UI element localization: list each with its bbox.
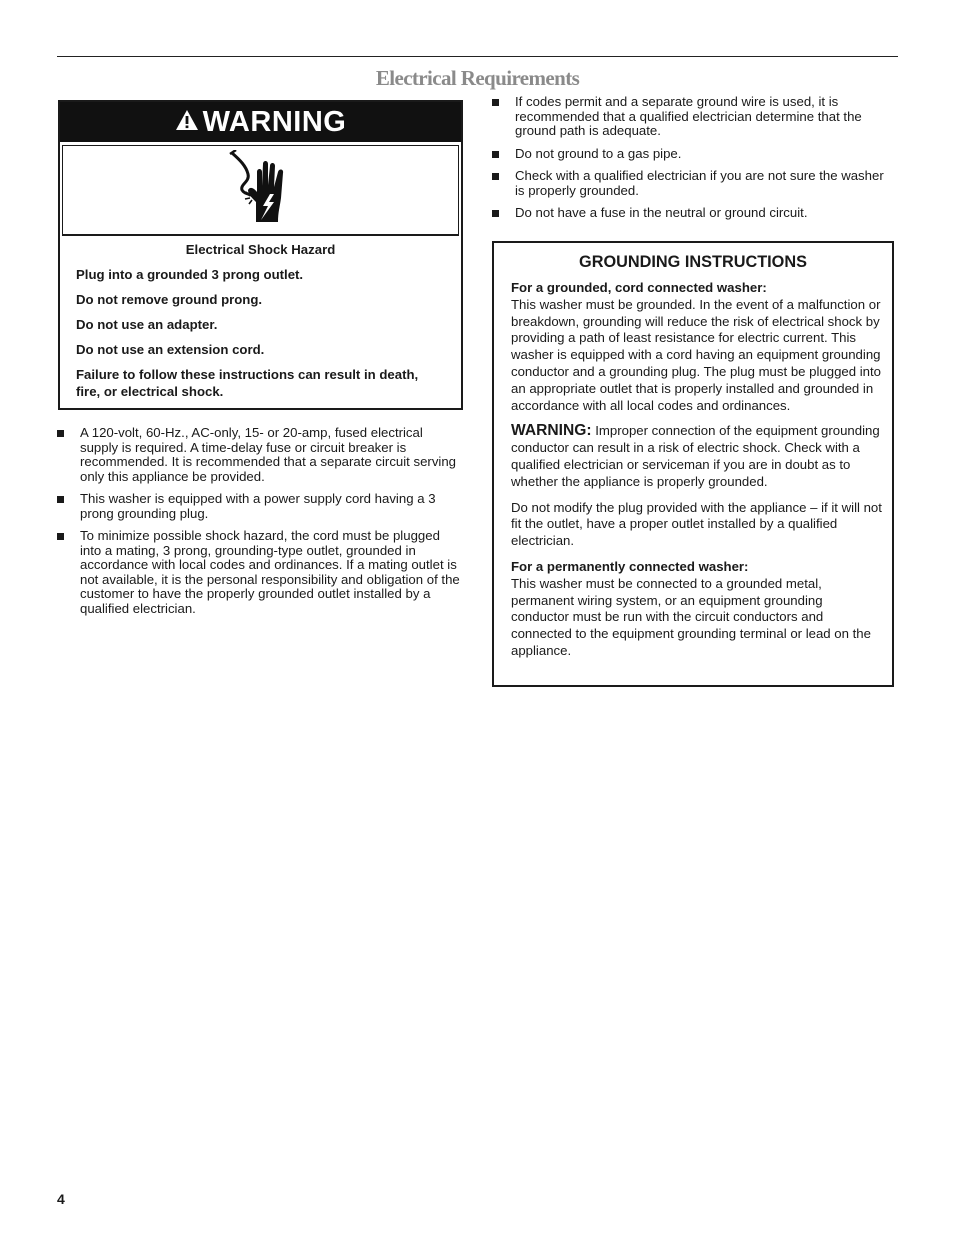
warning-text: Improper connection of the equipment grounding conductor can result in a risk of electric shock. Check with a qualified electrician or serviceman if you are in doubt as to whether the appliance is properly grounded. xyxy=(511,423,880,489)
warning-triangle-icon xyxy=(175,109,199,136)
warning-icon-panel xyxy=(62,145,459,236)
electric-shock-hand-icon xyxy=(226,150,296,231)
square-bullet-icon xyxy=(492,151,499,158)
cord-connected-heading: For a grounded, cord connected washer: xyxy=(511,280,767,295)
warning-label: WARNING: xyxy=(511,422,592,440)
cord-connected-text: This washer must be grounded. In the event of a malfunction or breakdown, grounding will reduce the risk of electrical shock by providing a path of least resistance for electric current. This washer is equipped with a cord having an equipment grounding conductor and a grounding plug. The plug must be plugged into an appropriate outlet that is properly installed and grounded in accordance with all local codes and ordinances. xyxy=(511,296,882,413)
list-item-text: Do not have a fuse in the neutral or ground circuit. xyxy=(515,205,808,220)
left-bullet-list xyxy=(57,426,462,624)
grounding-instructions-box xyxy=(492,241,894,687)
permanent-connection-text: This washer must be connected to a grounded metal, permanent wiring system, or an equipment grounding conductor must be run with the circuit conductors and connected to the equipment grounding terminal or lead on the appliance. xyxy=(511,575,871,658)
square-bullet-icon xyxy=(492,99,499,106)
list-item-text: Check with a qualified electrician if you are not sure the washer is properly grounded. xyxy=(515,168,884,198)
list-item-text: Do not ground to a gas pipe. xyxy=(515,145,682,161)
list-item xyxy=(57,492,462,521)
list-item-text: A 120-volt, 60-Hz., AC-only, 15- or 20-amp, fused electrical supply is required. A time-delay fuse or circuit breaker is recommended. It is recommended that a separate circuit serving only this appliance be provided. xyxy=(80,425,457,484)
warning-header xyxy=(60,102,461,142)
warning-paragraph xyxy=(511,423,884,490)
list-item xyxy=(492,169,892,198)
list-item-text: This washer is equipped with a power supply cord having a 3 prong grounding plug. xyxy=(80,491,436,521)
square-bullet-icon xyxy=(492,210,499,217)
grounding-title: GROUNDING INSTRUCTIONS xyxy=(579,253,807,271)
warning-body xyxy=(60,236,461,400)
list-item xyxy=(57,426,462,484)
page-number: 4 xyxy=(57,1191,65,1207)
right-bullet-list xyxy=(492,95,892,229)
list-item xyxy=(492,206,892,221)
square-bullet-icon xyxy=(57,496,64,503)
list-item xyxy=(492,95,892,139)
warning-line: Do not remove ground prong. xyxy=(76,292,263,307)
warning-line: Do not use an extension cord. xyxy=(76,342,265,357)
permanent-connection-paragraph xyxy=(511,559,884,660)
list-item-text: To minimize possible shock hazard, the cord must be plugged into a mating, 3 prong, grounding-type outlet, grounded in accordance with local codes and ordinances. If a mating outlet is not available, it is the personal responsibility and obligation of the customer to have the properly grounded outlet installed by a qualified electrician. xyxy=(80,528,460,616)
section-title: Electrical Requirements xyxy=(375,66,580,90)
hazard-title: Electrical Shock Hazard xyxy=(185,242,336,257)
square-bullet-icon xyxy=(57,430,64,437)
warning-header-text: WARNING xyxy=(202,105,347,138)
warning-line: Failure to follow these instructions can result in death, fire, or electrical shock. xyxy=(76,367,419,399)
list-item-text: If codes permit and a separate ground wire is used, it is recommended that a qualified electrician determine that the ground path is adequate. xyxy=(515,94,862,138)
list-item xyxy=(57,529,462,616)
grounding-body xyxy=(494,272,892,660)
square-bullet-icon xyxy=(57,533,64,540)
warning-line: Plug into a grounded 3 prong outlet. xyxy=(76,267,304,282)
square-bullet-icon xyxy=(492,173,499,180)
permanent-connection-heading: For a permanently connected washer: xyxy=(511,558,749,574)
cord-connected-paragraph xyxy=(511,280,884,414)
top-rule xyxy=(57,56,898,57)
warning-line: Do not use an adapter. xyxy=(76,317,218,332)
list-item xyxy=(492,147,892,162)
warning-box xyxy=(58,100,463,410)
modify-plug-paragraph: Do not modify the plug provided with the appliance – if it will not fit the outlet, have a proper outlet installed by a qualified electrician. xyxy=(511,499,882,549)
